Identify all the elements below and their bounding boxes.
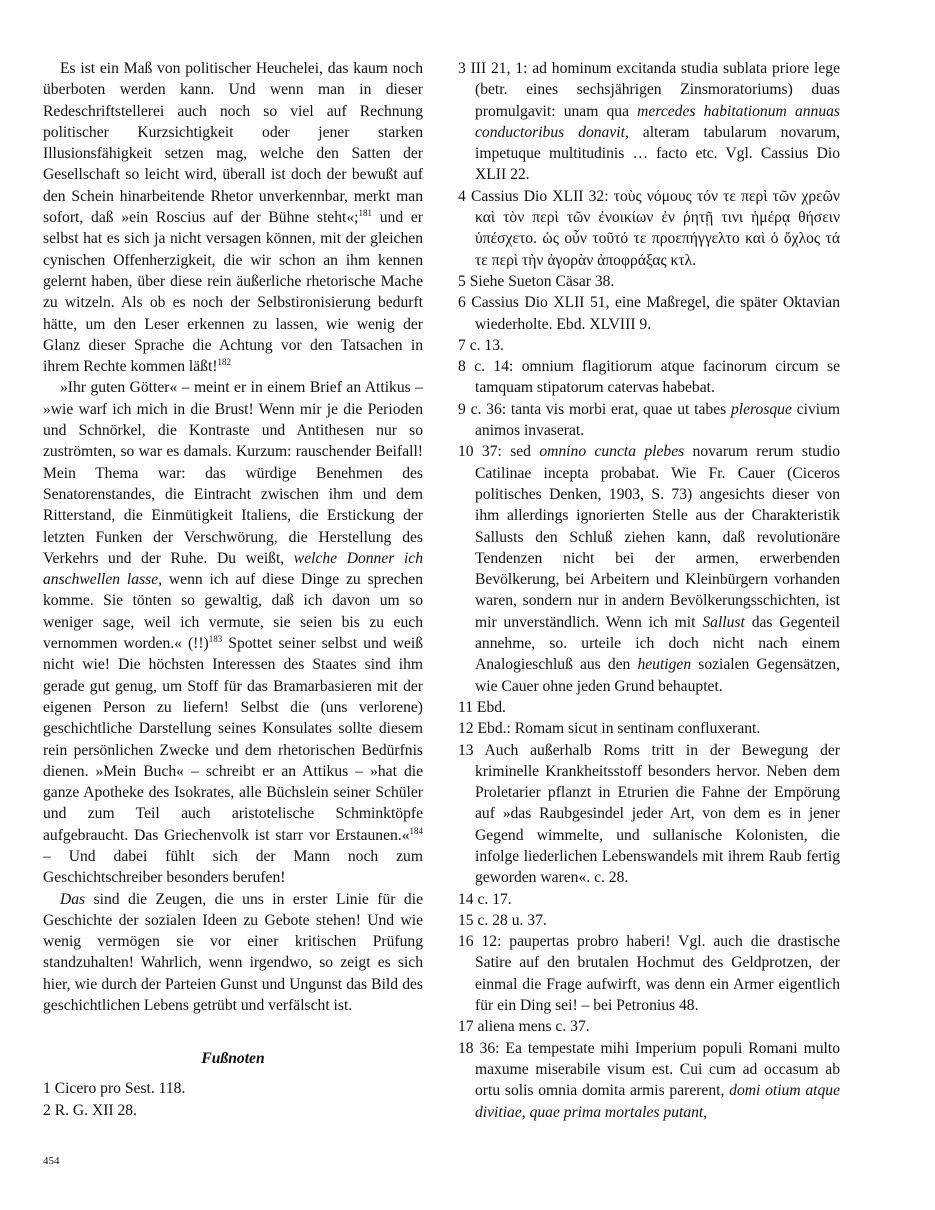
page-number: 454 [43,1155,60,1167]
para2-text-a: »Ihr guten Götter« – meint er in einem Brief an Attikus – »wie warf ich mich in die Brust! Wenn mir je die Perioden und Schnörkel, die Kontraste und Antithesen nur so zuströmten, so war es damals. Kurzum: rauschender Beifall! Mein Thema war: das würdige Benehmen des Senatorenstandes, die Eintracht zwischen ihm und dem Ritterstand, die Einmütigkeit Italiens, die Erstickung der letzten Funken der Verschwörung, die Herstellung des Verkehrs und der Ruhe. Du weißt, [43,379,423,567]
para2-text-d: – Und dabei fühlt sich der Mann noch zum Geschichtschreiber besonders berufen! [43,847,423,887]
fn3-text-b: alteram tabularum novarum, impetuque multitudinis … facto etc. Vgl. Cassius Dio XLII 22. [475,123,840,184]
footnote-ref-183[interactable]: 183 [208,634,223,645]
footnote-18 [458,1038,840,1123]
para3-italic: Das [60,890,86,908]
footnote-11: 11 Ebd. [458,698,506,716]
footnote-6: 6 Cassius Dio XLII 51, eine Maßregel, die später Oktavian wiederholte. Ebd. XLVIII 9. [458,294,840,333]
footnote-13: 13 Auch außerhalb Roms tritt in der Bewegung der kriminelle Krankheitsstoff besonders hervor. Neben dem Proletarier pflanzt in Etrurien die Fahne der Empörung auf »das Raubgesindel jeder Art, von dem es in jener Gegend wimmelte, und sullanische Kolonisten, die infolge liederlichen Lebenswandels mit ihrem Raub fertig geworden waren«. c. 28. [458,741,840,887]
fn10-text-d: sozialen Gegensätzen, wie Cauer ohne jeden Grund behauptet. [475,656,840,695]
fn10-text-a: 10 37: sed [458,443,540,461]
fn10-italic-3: heutigen [637,656,692,674]
fn10-italic-2: Sallust [702,613,745,631]
footnote-ref-184[interactable]: 184 [409,825,423,836]
footnote-10 [458,441,840,697]
footnote-16: 16 12: paupertas probro haberi! Vgl. auch die drastische Satire auf den brutalen Hochmut des Geldprotzen, der einmal die Frage aufwirft, was denn ein Armer eigentlich für ein Ding sei! – bei Petronius 48. [458,933,840,1015]
para1-text-b: und er selbst hat es sich ja nicht versagen können, mit der gleichen cynischen Offenherzigkeit, die wir schon an ihm kennen gelernt haben, über diese rein äußerliche rhetorische Mache zu witzeln. Als ob es noch der Selbstironisierung bedurft hätte, um den Leser erkennen zu lassen, wie wenig der Glanz dieser Sprache die Achtung vor den Tatsachen in ihrem Rechte kommen läßt! [43,209,423,376]
fn18-text-a: 18 36: Ea tempestate mihi Imperium populi Romani multo maxume miserabile visum est. Cui cum ad occasum ab ortu solis omnia domita armis parerent, [458,1039,840,1100]
para2-text-b: wenn ich auf diese Dinge zu sprechen komme. Sie tönten so gewaltig, daß ich davon um so weniger sage, weil ich vermute, sie seien bis zu euch vernommen worden.« (!!) [43,571,423,653]
footnote-9 [458,399,840,442]
footnote-7: 7 c. 13. [458,336,504,354]
footnote-14: 14 c. 17. [458,890,512,908]
para3-text-a: sind die Zeugen, die uns in erster Linie für die Geschichte der sozialen Ideen zu Gebote stehen! Und wie wenig vermögen sie vor einer kritischen Prüfung standzuhalten! Wahrlich, wenn irgendwo, so zeigt es sich hier, wie durch der Parteien Gunst und Ungunst das Bild des geschichtlichen Lebens getrübt und verfälscht ist. [43,890,423,1015]
body-paragraph-2 [43,377,423,888]
fn9-text-a: 9 c. 36: tanta vis morbi erat, quae ut tabes [458,400,731,418]
footnote-ref-182[interactable]: 182 [217,357,232,368]
fn10-text-c: das Gegenteil annehme, so. urteile ich doch nicht nach einem Analogieschluß aus den [475,613,840,674]
body-paragraph-3 [43,889,423,1017]
footnote-ref-181[interactable]: 181 [358,208,372,219]
para2-text-c: Spottet seiner selbst und weiß nicht wie! Die höchsten Interessen des Staates sind ihm gerade gut genug, um Stoff für das Bramarbasieren mit der eigenen Person zu liefern! Selbst die (uns verlorene) geschichtliche Darstellung seines Konsulates sollte diesem rein persönlichen Zwecke und dem rhetorischen Bedürfnis dienen. »Mein Buch« – schreibt er an Attikus – »hat die ganze Apotheke des Isokrates, alle Büchslein seiner Schüler und zum Teil auch aristotelische Schminktöpfe aufgebraucht. Das Griechenvolk ist starr vor Erstaunen.« [43,635,424,844]
main-text-column [43,58,423,1121]
footnote-15: 15 c. 28 u. 37. [458,911,547,929]
fn9-italic: plerosque [730,400,792,418]
para1-text-a: Es ist ein Maß von politischer Heuchelei, das kaum noch überboten werden kann. Und wenn man in dieser Redeschriftstellerei auch noch so viel auf Rechnung politischer Kurzsichtigkeit oder jener starken Illusionsfähigkeit setzen mag, welche den Satten der Gesellschaft so leicht wird, überall ist doch der bewußt auf den Schein hinarbeitende Rhetor unverkennbar, merkt man sofort, daß »ein Roscius auf der Bühne steht«; [43,60,423,227]
footnote-1: 1 Cicero pro Sest. 118. [43,1080,186,1098]
fn9-text-b: civium animos invaserat. [475,400,840,440]
fn10-italic-1: omnino cuncta plebes [539,443,685,461]
fn10-text-b: novarum rerum studio Catilinae incepta probabat. Wie Fr. Cauer (Ciceros politisches Denken, 1903, S. 73) angesichts dieser von ihm allerdings ignorierten Stelle aus der Charakteristik Sallusts den Schluß ziehen kann, daß revolutionäre Tendenzen nicht bei der armen, erwerbenden Bevölkerung, bei Arbeitern und Kleinbürgern vorhanden waren, sondern nur in andern Bevölkerungsschichten, ist mir unverständlich. Wenn ich mit [475,443,841,631]
footnote-12: 12 Ebd.: Romam sicut in sentinam confluxerant. [458,720,761,738]
para2-italic: welche Donner ich anschwellen lasse, [43,549,423,589]
footnote-4: 4 Cassius Dio XLII 32: τοὺς νόμους τόν τε περὶ τῶν χρεῶν καὶ τὸν περὶ τῶν ἐνοικίων ἐν ῥητῇ τινι ἡμέρᾳ θήσειν ὑπέσχετο. ὡς οὖν τοῦτό τε προεπήγγελτο καὶ ὁ ὄχλος τά τε περὶ τὴν ἀγορὰν ἀποφράξας κτλ. [458,187,840,269]
body-paragraph-1 [43,58,423,377]
fn3-italic: mercedes habitationum annuas conductoribus donavit, [475,102,840,141]
footnotes-column [458,58,840,1123]
fn18-italic: domi otium atque divitiae, quae prima mortales putant, [475,1082,840,1121]
footnote-3 [458,58,840,186]
footnotes-heading: Fußnoten [201,1050,265,1068]
footnote-17: 17 aliena mens c. 37. [458,1018,590,1036]
footnote-8: 8 c. 14: omnium flagitiorum atque facinorum circum se tamquam stipatorum catervas habebat. [458,358,840,397]
footnote-5: 5 Siehe Sueton Cäsar 38. [458,272,615,290]
fn3-text-a: 3 III 21, 1: ad hominum excitanda studia sublata priore lege (betr. eines sechsjährigen Zinsmoratoriums) duas promulgavit: unam qua [458,60,840,120]
footnote-2: 2 R. G. XII 28. [43,1101,137,1119]
